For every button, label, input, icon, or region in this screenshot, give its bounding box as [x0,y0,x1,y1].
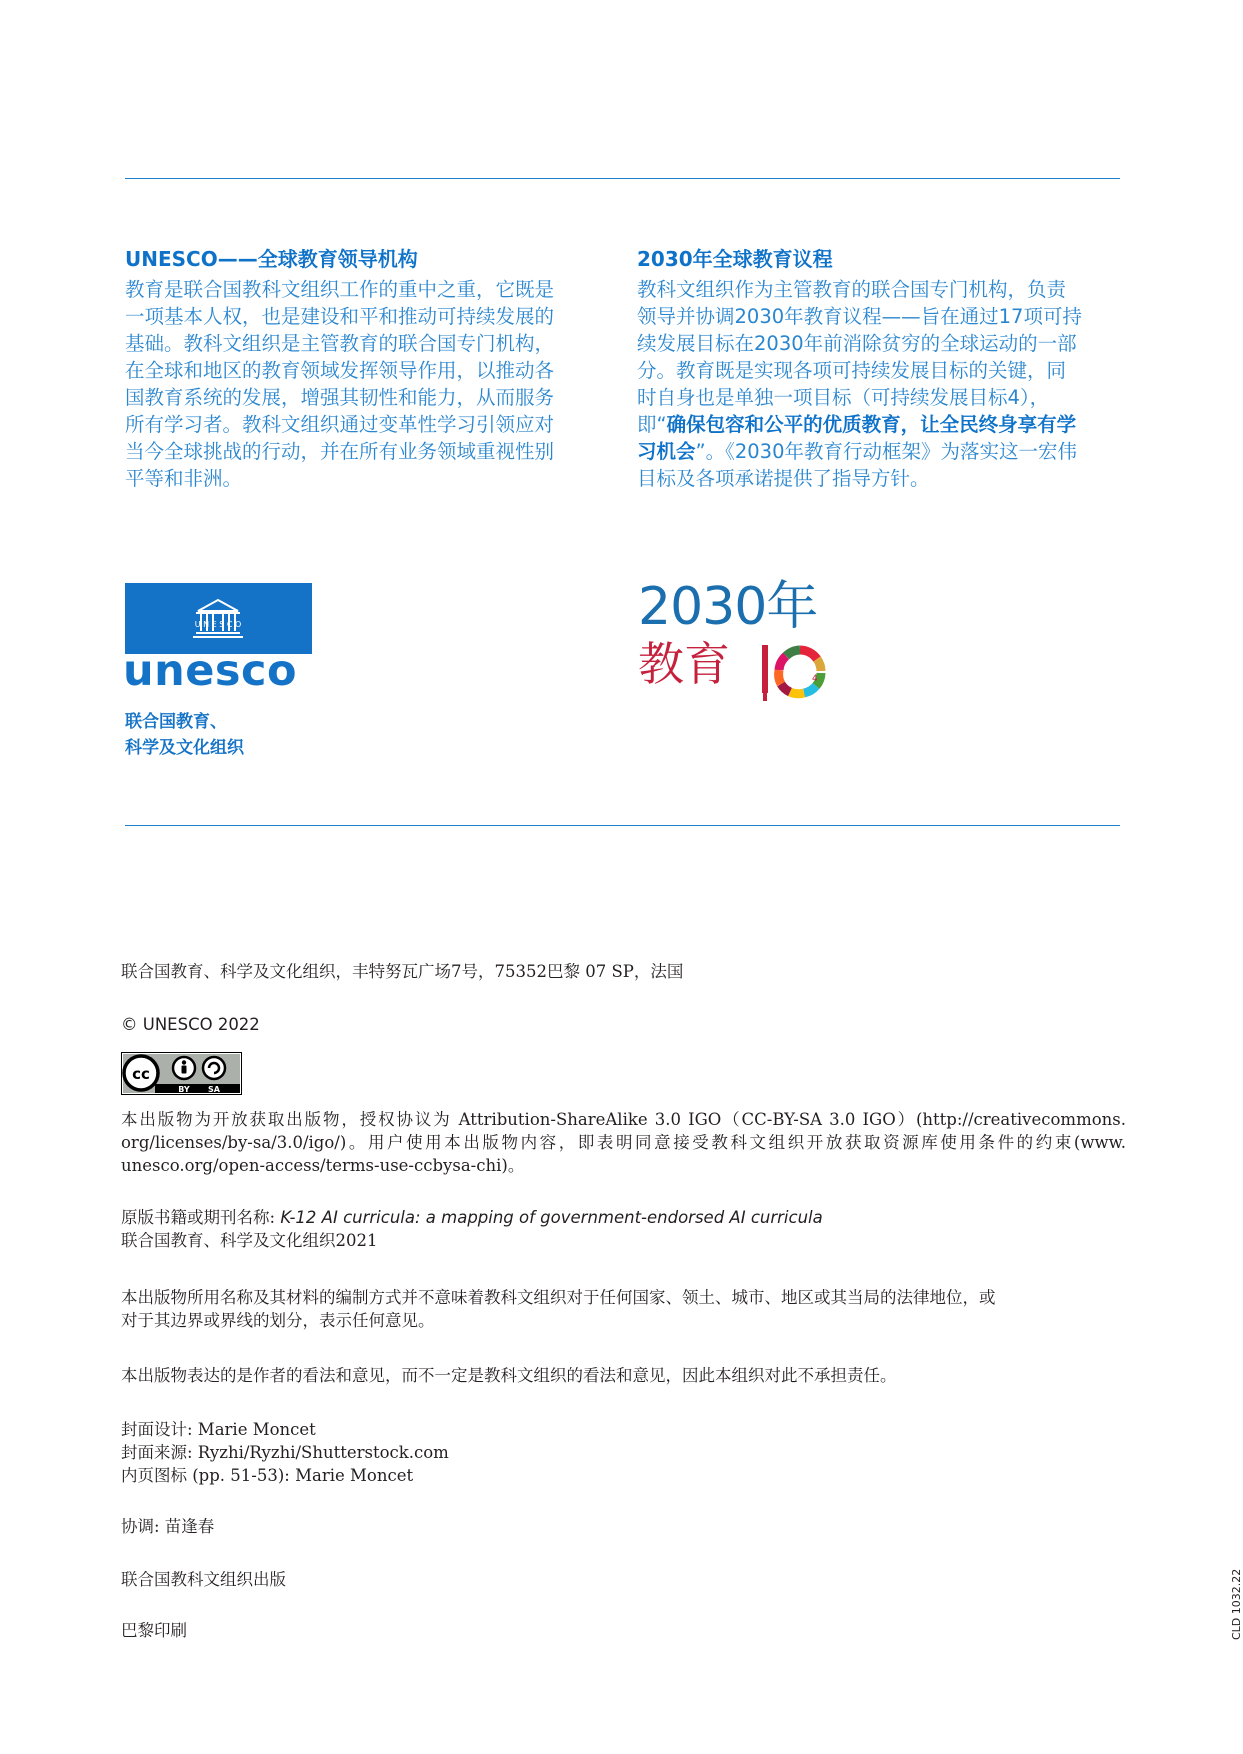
publisher: 联合国教科文组织出版 [121,1570,286,1589]
right-body-emphasis: 确保包容和公平的优质教育，让全民终身享有学习机会 [637,413,1077,463]
original-title: K-12 AI curricula: a mapping of government-endorsed AI curricula [280,1208,823,1227]
copyright: © UNESCO 2022 [121,1015,260,1034]
inner-icons: 内页图标 (pp. 51-53): Marie Moncet [121,1466,414,1485]
education-2030-logo-year: 2030年 [638,577,818,637]
temple-icon [125,583,312,654]
unesco-wordmark: unesco [123,646,298,696]
license-line1: 本出版物为开放获取出版物，授权协议为 Attribution-ShareAlike 3.0 IGO（CC-BY-SA 3.0 IGO）(http://creativecommons. [121,1110,1126,1129]
credits [121,1418,449,1487]
unesco-logo-box [125,583,312,654]
education-2030-logo-word: 教育 [638,637,730,691]
person-icon [182,1060,186,1064]
original-title-label: 原版书籍或期刊名称: [121,1208,281,1227]
right-body-part1: 教科文组织作为主管教育的联合国专门机构，负责领导并协调2030年教育议程——旨在通过17项可持续发展目标在2030年前消除贫穷的全球运动的一部分。教育既是实现各项可持续发展目标的关键，同时自身也是单独一项目标（可持续发展目标4），即“ [637,278,1082,436]
license-line3: unesco.org/open-access/terms-use-ccbysa-chi)。 [121,1156,525,1175]
license-text [121,1108,1126,1177]
cc-by-label: BY [178,1085,190,1094]
bottom-divider [125,825,1120,826]
right-column [637,243,1082,492]
right-column-title: 2030年全球教育议程 [637,247,833,271]
unesco-subtitle [125,709,244,761]
cover-source: 封面来源: Ryzhi/Ryzhi/Shutterstock.com [121,1443,449,1462]
original-publisher: 联合国教育、科学及文化组织2021 [121,1231,378,1250]
right-column-body [637,276,1082,492]
disclaimer-1 [121,1286,1126,1332]
sdg-goal-number: 4 [812,674,818,684]
disclaimer-1-line1: 本出版物所用名称及其材料的编制方式并不意味着教科文组织对于任何国家、领土、城市、地区或其当局的法律地位，或 [121,1288,996,1307]
top-divider [125,178,1120,179]
original-title-block [121,1206,823,1252]
license-line2: org/licenses/by-sa/3.0/igo/)。用户使用本出版物内容，即表明同意接受教科文组织开放获取资源库使用条件的约束(www. [121,1133,1126,1152]
cc-icon: cc [132,1065,150,1083]
right-body-part2: ”。《2030年教育行动框架》为落实这一宏伟目标及各项承诺提供了指导方针。 [637,440,1077,490]
address: 联合国教育、科学及文化组织，丰特努瓦广场7号，75352巴黎 07 SP，法国 [121,962,684,981]
disclaimer-2: 本出版物表达的是作者的看法和意见，而不一定是教科文组织的看法和意见，因此本组织对此不承担责任。 [121,1366,897,1385]
sdg-wheel-icon [762,642,822,704]
document-code: CLD 1032.22 [1230,1568,1243,1640]
disclaimer-1-line2: 对于其边界或界线的划分，表示任何意见。 [121,1311,435,1330]
cc-sa-label: SA [208,1085,220,1094]
left-column [125,243,570,492]
svg-text:U N E S C O: U N E S C O [194,620,242,629]
cover-design: 封面设计: Marie Moncet [121,1420,316,1439]
unesco-subtitle-line2: 科学及文化组织 [125,738,244,758]
left-column-title: UNESCO——全球教育领导机构 [125,247,418,271]
printed-in: 巴黎印刷 [121,1621,187,1640]
cc-by-sa-badge [121,1052,242,1095]
unesco-subtitle-line1: 联合国教育、 [125,712,227,732]
share-alike-icon [203,1057,225,1079]
coordination: 协调: 苗逢春 [121,1517,215,1536]
left-column-body: 教育是联合国教科文组织工作的重中之重，它既是一项基本人权，也是建设和平和推动可持续发展的基础。教科文组织是主管教育的联合国专门机构，在全球和地区的教育领域发挥领导作用，以推动各国教育系统的发展，增强其韧性和能力，从而服务所有学习者。教科文组织通过变革性学习引领应对当今全球挑战的行动，并在所有业务领域重视性别平等和非洲。 [125,278,555,490]
